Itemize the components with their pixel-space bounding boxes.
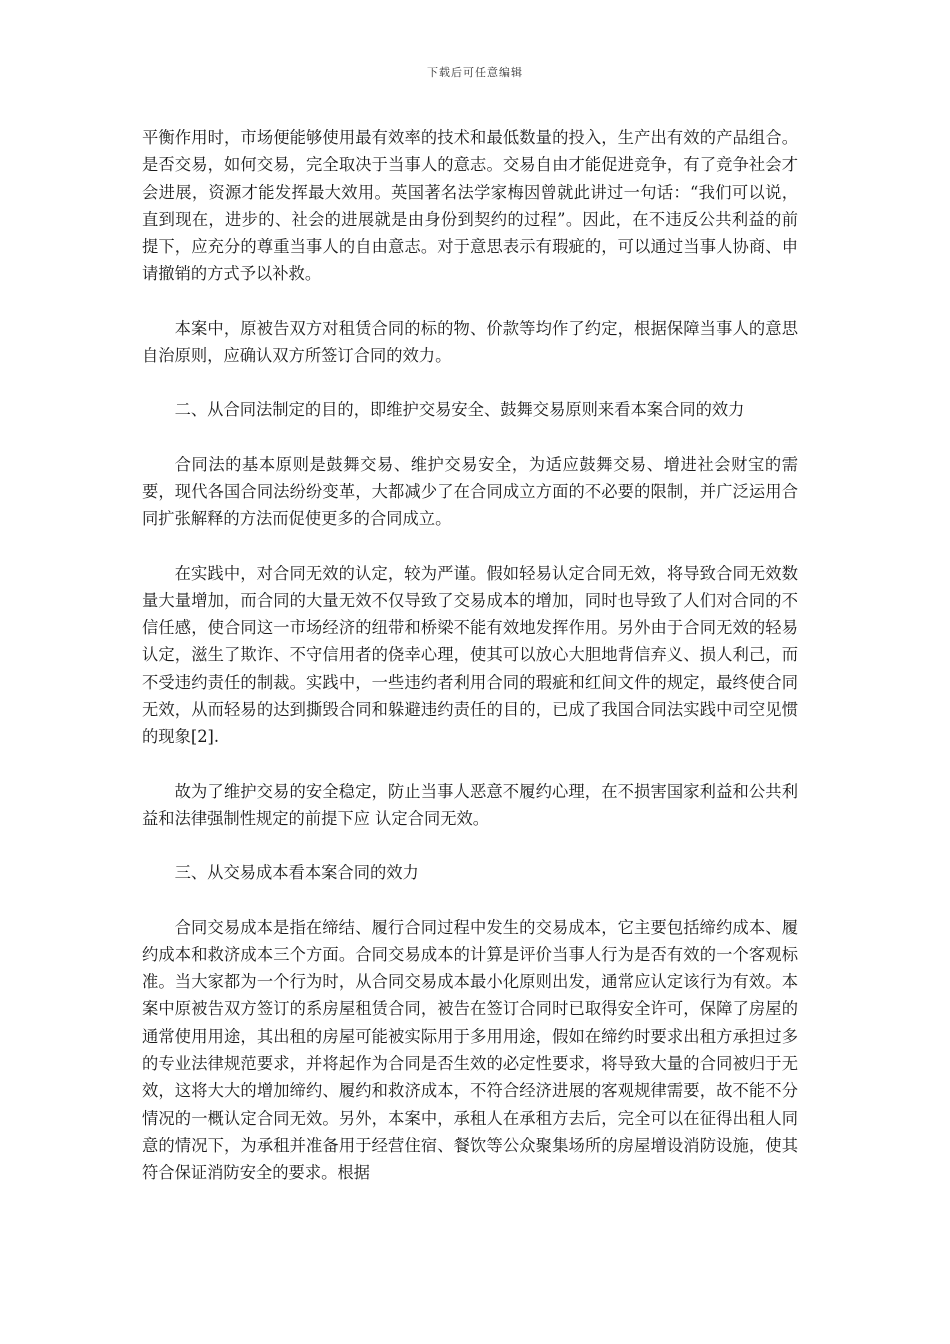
paragraph: 在实践中，对合同无效的认定，较为严谨。假如轻易认定合同无效，将导致合同无效数量大量增加，而合同的大量无效不仅导致了交易成本的增加，同时也导致了人们对合同的不信任感，使合同这一市场经济的纽带和桥梁不能有效地发挥作用。另外由于合同无效的轻易认定，滋生了欺诈、不守信用者的侥幸心理，使其可以放心大胆地背信弃义、损人利己，而不受违约责任的制裁。实践中，一些违约者利用合同的瑕疵和红间文件的规定，最终使合同无效，从而轻易的达到撕毁合同和躲避违约责任的目的，已成了我国合同法实践中司空见惯的现象[2]. [142,563,798,747]
document-body [142,124,798,1187]
paragraph-continuation: 平衡作用时，市场便能够使用最有效率的技术和最低数量的投入，生产出有效的产品组合。是否交易，如何交易，完全取决于当事人的意志。交易自由才能促进竞争，有了竞争社会才会进展，资源才能发挥最大效用。英国著名法学家梅因曾就此讲过一句话：“我们可以说，直到现在，进步的、社会的进展就是由身份到契约的过程”。因此，在不违反公共利益的前提下，应充分的尊重当事人的自由意志。对于意思表示有瑕疵的，可以通过当事人协商、申请撤销的方式予以补救。 [142,128,798,284]
paragraph: 合同交易成本是指在缔结、履行合同过程中发生的交易成本，它主要包括缔约成本、履约成本和救济成本三个方面。合同交易成本的计算是评价当事人行为是否有效的一个客观标准。当大家都为一个行为时，从合同交易成本最小化原则出发，通常应认定该行为有效。本案中原被告双方签订的系房屋租赁合同，被告在签订合同时已取得安全许可，保障了房屋的通常使用用途，其出租的房屋可能被实际用于多用用途，假如在缔约时要求出租方承担过多的专业法律规范要求，并将起作为合同是否生效的必定性要求，将导致大量的合同被归于无效，这将大大的增加缔约、履约和救济成本，不符合经济进展的客观规律需要，故不能不分情况的一概认定合同无效。另外，本案中，承租人在承租方去后，完全可以在征得出租人同意的情况下，为承租并准备用于经营住宿、餐饮等公众聚集场所的房屋增设消防设施，使其符合保证消防安全的要求。根据 [142,917,798,1183]
paragraph: 合同法的基本原则是鼓舞交易、维护交易安全，为适应鼓舞交易、增进社会财宝的需要，现代各国合同法纷纷变革，大都减少了在合同成立方面的不必要的限制，并广泛运用合同扩张解释的方法而促使更多的合同成立。 [142,454,798,529]
header-note: 下载后可任意编辑 [427,66,523,79]
section-heading: 二、从合同法制定的目的，即维护交易安全、鼓舞交易原则来看本案合同的效力 [174,400,745,420]
paragraph: 本案中，原被告双方对租赁合同的标的物、价款等均作了约定，根据保障当事人的意思自治原则，应确认双方所签订合同的效力。 [142,318,798,366]
section-heading: 三、从交易成本看本案合同的效力 [174,863,419,883]
paragraph: 故为了维护交易的安全稳定，防止当事人恶意不履约心理，在不损害国家利益和公共利益和法律强制性规定的前提下应 认定合同无效。 [142,781,798,828]
